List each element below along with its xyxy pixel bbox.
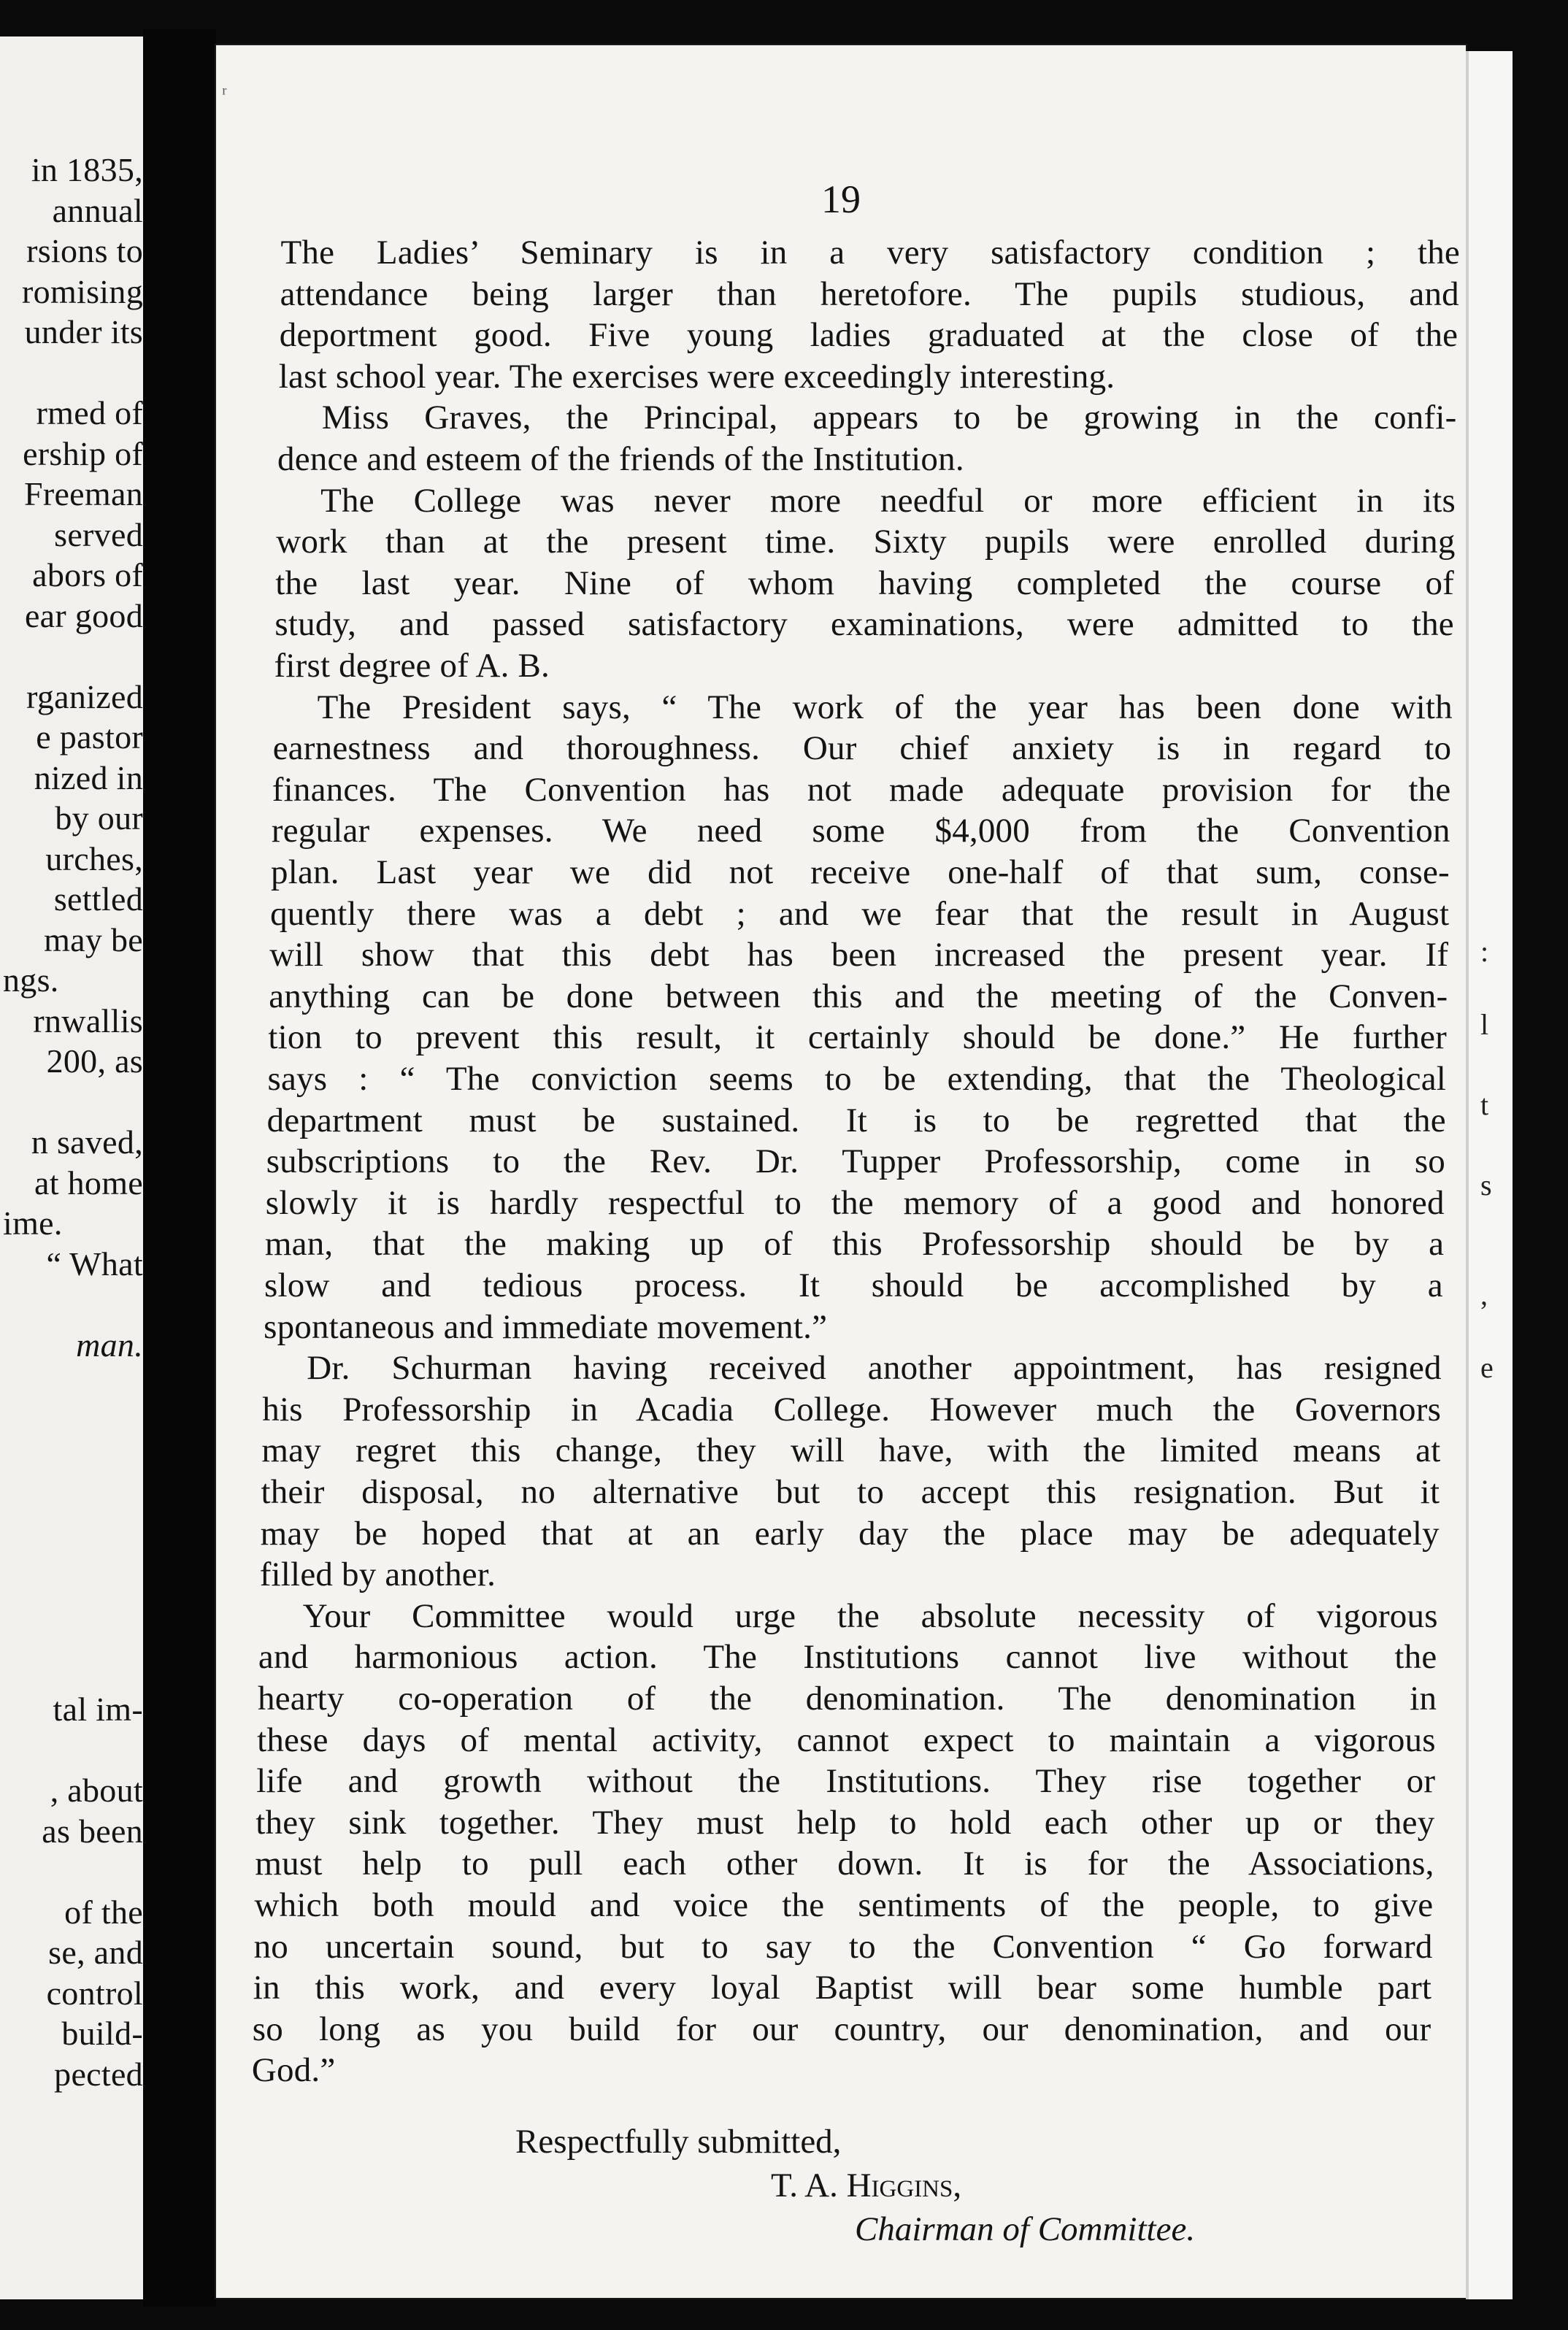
body-text-line: deportment good. Five young ladies graduated at the close of the xyxy=(279,316,1459,355)
body-text-line: Your Committee would urge the absolute necessity of vigorous xyxy=(302,1596,1438,1635)
body-text-line: hearty co-operation of the denomination. The denomination in xyxy=(258,1680,1437,1718)
edge-mark: t xyxy=(1480,1088,1489,1121)
left-page-line: rmed of xyxy=(36,394,143,431)
body-text-line: The President says, “ The work of the year has been done with xyxy=(317,688,1453,726)
body-text-line: spontaneous and immediate movement.” xyxy=(264,1307,828,1346)
left-page-line: settled xyxy=(53,880,143,918)
body-text-line: and harmonious action. The Institutions cannot live without the xyxy=(258,1638,1437,1677)
left-page-line: urches, xyxy=(45,839,143,877)
left-page-line: se, and xyxy=(48,1934,143,1971)
body-text-line: his Professorship in Acadia College. However much the Governors xyxy=(262,1390,1442,1429)
closing-line: Respectfully submitted, xyxy=(515,2123,842,2161)
body-text-line: life and growth without the Institutions. They rise together or xyxy=(256,1762,1436,1801)
left-page-line: of the xyxy=(64,1893,143,1931)
body-text-line: finances. The Convention has not made adequate provision for the xyxy=(272,770,1451,809)
left-page-line: ngs. xyxy=(3,961,59,999)
page-corner-mark: ʳ xyxy=(222,82,227,106)
body-text-line: man, that the making up of this Professorship should be by a xyxy=(264,1225,1445,1264)
body-text-line: will show that this debt has been increased the present year. If xyxy=(269,936,1449,974)
body-text-line: dence and esteem of the friends of the Institution. xyxy=(277,440,964,478)
body-text-line: last school year. The exercises were exceedingly interesting. xyxy=(278,357,1115,396)
edge-mark: : xyxy=(1480,935,1489,968)
left-page-line: pected xyxy=(54,2055,143,2093)
body-text-line: filled by another. xyxy=(259,1556,496,1594)
edge-mark: l xyxy=(1480,1008,1489,1041)
left-page-line: e pastor xyxy=(36,718,143,755)
left-page-line: 200, as xyxy=(46,1042,143,1080)
body-text-line: anything can be done between this and the meeting of the Conven- xyxy=(269,977,1448,1015)
body-text-line: may be hoped that at an early day the place may be adequately xyxy=(260,1514,1440,1553)
body-text-line: The College was never more needful or more efficient in its xyxy=(320,481,1456,520)
body-text-line: The Ladies’ Seminary is in a very satisfactory condition ; the xyxy=(280,234,1460,272)
body-text-line: Miss Graves, the Principal, appears to be growing in the confi- xyxy=(321,399,1457,437)
body-text-line: first degree of A. B. xyxy=(274,647,550,685)
left-page-line: “ What xyxy=(46,1245,143,1283)
left-page-line: in 1835, xyxy=(31,151,143,188)
left-page-line: n saved, xyxy=(31,1123,143,1161)
scan-border xyxy=(1513,66,1568,2299)
left-page-line: as been xyxy=(42,1812,143,1850)
edge-mark: , xyxy=(1480,1278,1488,1311)
edge-mark: e xyxy=(1480,1351,1494,1384)
left-page-line: rganized xyxy=(26,677,143,715)
left-facing-page xyxy=(0,36,143,2299)
body-text-line: they sink together. They must help to hold each other up or they xyxy=(255,1803,1435,1842)
body-text-line: attendance being larger than heretofore. The pupils studious, and xyxy=(280,274,1459,313)
left-page-line: control xyxy=(46,1974,143,2012)
body-text-line: which both mould and voice the sentiments of the people, to give xyxy=(254,1886,1434,1924)
body-text-line: subscriptions to the Rev. Dr. Tupper Professorship, come in so xyxy=(266,1142,1446,1181)
next-page-edge xyxy=(1466,51,1513,2299)
main-page xyxy=(216,45,1466,2298)
body-text-line: department must be sustained. It is to be regretted that the xyxy=(266,1101,1446,1139)
left-page-line: at home xyxy=(34,1164,143,1201)
body-text-line: tion to prevent this result, it certainly should be done.” He further xyxy=(268,1018,1448,1057)
signature-name: T. A. Higgins, xyxy=(771,2166,962,2204)
body-text-line: slowly it is hardly respectful to the memory of a good and honored xyxy=(265,1183,1445,1222)
body-text-line: study, and passed satisfactory examinations, were admitted to the xyxy=(274,605,1454,644)
left-page-line: annual xyxy=(52,191,143,229)
body-text-line: may regret this change, they will have, with the limited means at xyxy=(261,1431,1441,1470)
left-page-line: ear good xyxy=(24,596,143,634)
page-number: 19 xyxy=(821,177,861,221)
left-page-line: rnwallis xyxy=(33,1001,143,1039)
body-text-line: so long as you build for our country, our denomination, and our xyxy=(252,2010,1431,2048)
body-text-line: quently there was a debt ; and we fear that the result in August xyxy=(270,894,1450,933)
body-text-line: plan. Last year we did not receive one-half of that sum, conse- xyxy=(271,853,1450,891)
body-text-line: their disposal, no alternative but to accept this resignation. But it xyxy=(261,1473,1440,1511)
body-text-line: work than at the present time. Sixty pupils were enrolled during xyxy=(276,523,1456,561)
left-page-line: ership of xyxy=(23,434,143,472)
body-text-line: in this work, and every loyal Baptist will bear some humble part xyxy=(253,1969,1432,2007)
left-page-line: romising xyxy=(22,272,143,310)
left-page-line: ime. xyxy=(3,1204,63,1242)
body-text-line: earnestness and thoroughness. Our chief anxiety is in regard to xyxy=(272,729,1452,768)
left-page-line: , about xyxy=(50,1772,143,1809)
signature-title: Chairman of Committee. xyxy=(855,2210,1196,2248)
edge-mark: s xyxy=(1480,1169,1492,1201)
body-text-line: the last year. Nine of whom having completed the course of xyxy=(275,564,1455,602)
body-text-line: regular expenses. We need some $4,000 from the Convention xyxy=(271,812,1450,850)
left-page-line: may be xyxy=(44,920,143,958)
left-page-line: rsions to xyxy=(26,232,143,269)
body-text-line: God.” xyxy=(251,2051,336,2090)
body-text-line: must help to pull each other down. It is for the Associations, xyxy=(255,1845,1434,1883)
left-page-line: tal im- xyxy=(53,1691,143,1728)
body-text-line: Dr. Schurman having received another appointment, has resigned xyxy=(307,1349,1442,1388)
book-gutter xyxy=(143,29,216,2307)
body-text-line: no uncertain sound, but to say to the Convention “ Go forward xyxy=(253,1927,1433,1966)
body-text-line: says : “ The conviction seems to be extending, that the Theological xyxy=(267,1060,1447,1098)
left-page-line: man. xyxy=(76,1326,143,1364)
body-text-line: slow and tedious process. It should be accomplished by a xyxy=(264,1266,1443,1304)
left-page-line: nized in xyxy=(34,758,143,796)
left-page-line: by our xyxy=(55,799,143,837)
left-page-line: build- xyxy=(61,2015,143,2052)
left-page-line: under its xyxy=(24,313,143,350)
left-page-line: Freeman xyxy=(23,475,143,512)
left-page-line: served xyxy=(54,515,143,553)
left-page-line: abors of xyxy=(32,556,143,593)
body-text-line: these days of mental activity, cannot expect to maintain a vigorous xyxy=(257,1720,1436,1759)
